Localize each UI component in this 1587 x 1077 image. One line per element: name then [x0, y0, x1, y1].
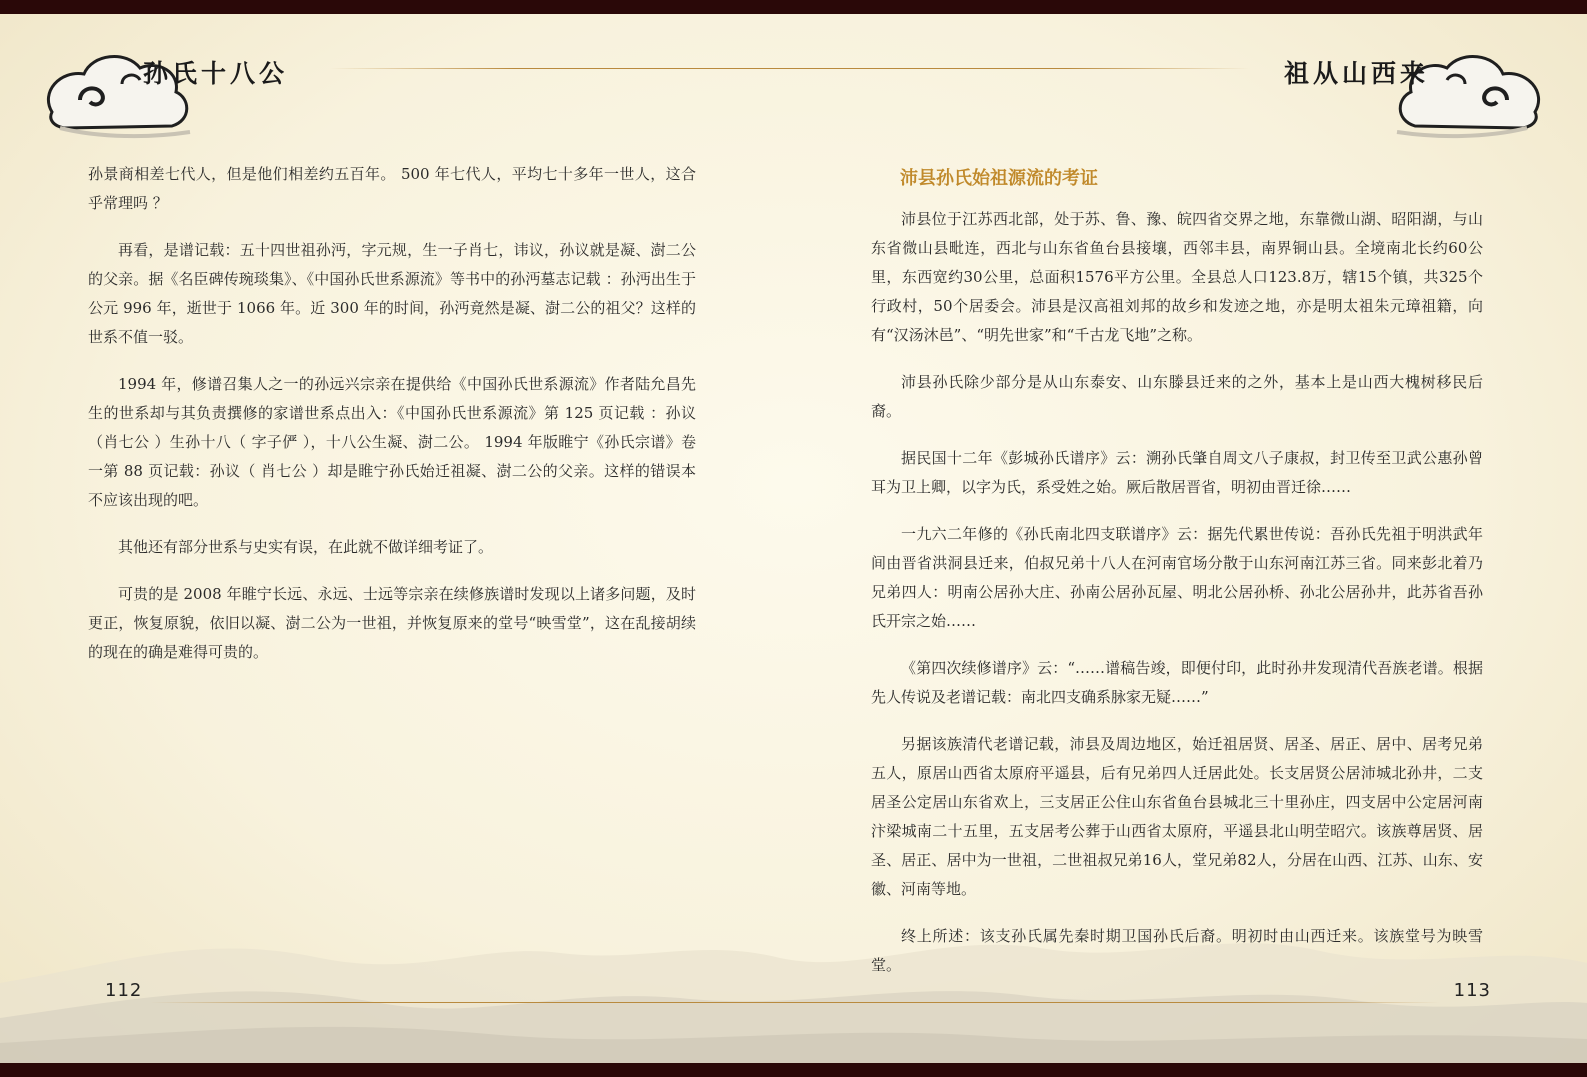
running-title-right: 祖从山西来: [1283, 59, 1429, 88]
paragraph: 可贵的是 2008 年睢宁长远、永远、士远等宗亲在续修族谱时发现以上诸多问题，及时更正，恢复原貌，依旧以凝、澍二公为一世祖，并恢复原来的堂号“映雪堂”，这在乱接胡续的现在的确是难得可贵的。: [88, 585, 696, 661]
section-title: 沛县孙氏始祖源流的考证: [900, 168, 1098, 189]
header-divider: [330, 68, 1250, 69]
right-page-body: [871, 205, 1483, 998]
footer-divider: [150, 1002, 1440, 1003]
paragraph: 一九六二年修的《孙氏南北四支联谱序》云：据先代累世传说：吾孙氏先祖于明洪武年间由晋省洪洞县迁来，伯叔兄弟十八人在河南官场分散于山东河南江苏三省。同来彭北着乃兄弟四人：明南公居孙大庄、孙南公居孙瓦屋、明北公居孙桥、孙北公居孙井，此苏省吾孙氏开宗之始……: [871, 525, 1483, 630]
paragraph: 1994 年，修谱召集人之一的孙远兴宗亲在提供给《中国孙氏世系源流》作者陆允昌先生的世系却与其负责撰修的家谱世系点出入：《中国孙氏世系源流》第 125 页记载 ：孙议（肖七公 ）生孙十八（ 字子俨 ），十八公生凝、澍二公。 1994 年版睢宁《孙氏宗谱》卷一第 88 页记载：孙议（ 肖七公 ）却是睢宁孙氏始迁祖凝、澍二公的父亲。这样的错误本不应该出现的吧。: [88, 375, 696, 509]
paragraph: 沛县孙氏除少部分是从山东泰安、山东滕县迁来的之外，基本上是山西大槐树移民后裔。: [871, 373, 1483, 420]
paragraph: 据民国十二年《彭城孙氏谱序》云：溯孙氏肇自周文八子康叔，封卫传至卫武公惠孙曾耳为卫上卿，以字为氏，系受姓之始。厥后散居晋省，明初由晋迁徐……: [871, 449, 1483, 496]
running-title-left: 孙氏十八公: [143, 59, 289, 88]
paragraph: 其他还有部分世系与史实有误，在此就不做详细考证了。: [118, 538, 494, 556]
paragraph: 沛县位于江苏西北部，处于苏、鲁、豫、皖四省交界之地，东靠微山湖、昭阳湖，与山东省微山县毗连，西北与山东省鱼台县接壤，西邻丰县，南界铜山县。全境南北长约60公里，东西宽约30公里，总面积1576平方公里。全县总人口123.8万，辖15个镇，共325个行政村，50个居委会。沛县是汉高祖刘邦的故乡和发迹之地，亦是明太祖朱元璋祖籍，向有“汉汤沐邑”、“明先世家”和“千古龙飞地”之称。: [871, 210, 1483, 344]
paragraph: 再看，是谱记载：五十四世祖孙沔，字元规，生一子肖七，讳议，孙议就是凝、澍二公的父亲。据《名臣碑传琬琰集》、《中国孙氏世系源流》等书中的孙沔墓志记载 ：孙沔出生于公元 996 年，逝世于 1066 年。近 300 年的时间，孙沔竟然是凝、澍二公的祖父？这样的世系不值一驳。: [88, 241, 696, 346]
page-number-left: 112: [105, 980, 143, 1001]
paragraph: 另据该族清代老谱记载，沛县及周边地区，始迁祖居贤、居圣、居正、居中、居考兄弟五人，原居山西省太原府平遥县，后有兄弟四人迁居此处。长支居贤公居沛城北孙井，二支居圣公定居山东省欢上，三支居正公住山东省鱼台县城北三十里孙庄，四支居中公定居河南汴梁城南二十五里，五支居考公葬于山西省太原府，平遥县北山明茔昭穴。该族尊居贤、居圣、居正、居中为一世祖，二世祖叔兄弟16人，堂兄弟82人，分居在山西、江苏、山东、安徽、河南等地。: [871, 735, 1483, 898]
paragraph: 《第四次续修谱序》云：“……谱稿告竣，即便付印，此时孙井发现清代吾族老谱。根据先人传说及老谱记载：南北四支确系脉家无疑……”: [871, 659, 1483, 706]
page-number-right: 113: [1453, 980, 1491, 1001]
left-page-body: [88, 160, 696, 685]
paragraph: 孙景商相差七代人，但是他们相差约五百年。 500 年七代人，平均七十多年一世人，这合乎常理吗 ？: [88, 165, 696, 212]
book-spread: [0, 14, 1587, 1063]
paragraph: 终上所述：该支孙氏属先秦时期卫国孙氏后裔。明初时由山西迁来。该族堂号为映雪堂。: [871, 927, 1483, 974]
